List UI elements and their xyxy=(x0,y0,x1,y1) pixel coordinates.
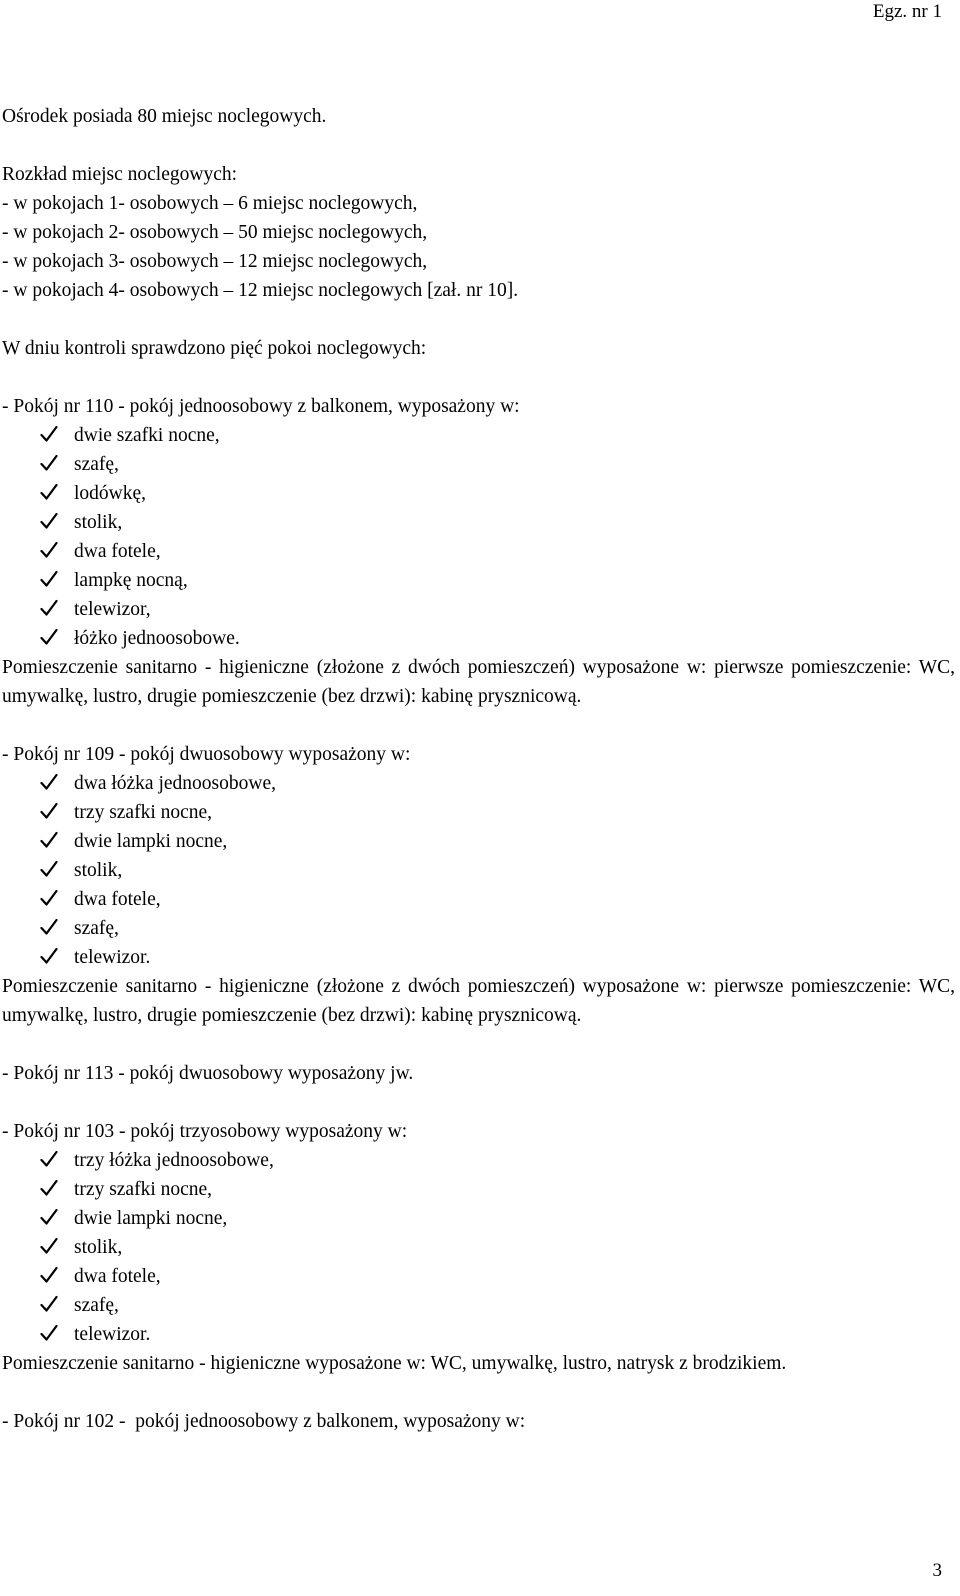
list-item: dwie lampki nocne, xyxy=(2,827,955,856)
room-heading: - Pokój nr 113 - pokój dwuosobowy wyposażony jw. xyxy=(2,1063,414,1084)
checkmark-icon xyxy=(40,1295,58,1313)
sanitary-paragraph: Pomieszczenie sanitarno - higieniczne (złożone z dwóch pomieszczeń) wyposażone w: pierwsze pomieszczenie: WC, umywalkę, lustro, drugie pomieszczenie (bez drzwi): kabinę prysznicową. xyxy=(2,657,955,707)
checkmark-icon xyxy=(40,1208,58,1226)
list-item: trzy szafki nocne, xyxy=(2,1175,955,1204)
document-body xyxy=(2,102,955,1436)
checkmark-icon xyxy=(40,1150,58,1168)
distribution-line: - w pokojach 3- osobowych – 12 miejsc noclegowych, xyxy=(2,251,428,272)
checkmark-icon xyxy=(40,570,58,588)
distribution-line: - w pokojach 4- osobowych – 12 miejsc noclegowych [zał. nr 10]. xyxy=(2,280,519,301)
distribution-line: - w pokojach 1- osobowych – 6 miejsc noclegowych, xyxy=(2,193,418,214)
list-item: dwa fotele, xyxy=(2,537,955,566)
room-heading: - Pokój nr 102 - pokój jednoosobowy z balkonem, wyposażony w: xyxy=(2,1411,526,1432)
checkmark-icon xyxy=(40,802,58,820)
page-number: 3 xyxy=(932,1560,942,1581)
list-item: dwie lampki nocne, xyxy=(2,1204,955,1233)
list-item: telewizor, xyxy=(2,595,955,624)
list-item: lampkę nocną, xyxy=(2,566,955,595)
checkmark-icon xyxy=(40,1237,58,1255)
checkmark-icon xyxy=(40,860,58,878)
checkmark-icon xyxy=(40,599,58,617)
checkmark-icon xyxy=(40,1324,58,1342)
checkmark-icon xyxy=(40,454,58,472)
list-item: stolik, xyxy=(2,1233,955,1262)
sanitary-paragraph: Pomieszczenie sanitarno - higieniczne (złożone z dwóch pomieszczeń) wyposażone w: pierwsze pomieszczenie: WC, umywalkę, lustro, drugie pomieszczenie (bez drzwi): kabinę prysznicową. xyxy=(2,976,955,1026)
list-item: łóżko jednoosobowe. xyxy=(2,624,955,653)
list-item: dwie szafki nocne, xyxy=(2,421,955,450)
room-heading: - Pokój nr 109 - pokój dwuosobowy wyposażony w: xyxy=(2,744,411,765)
list-item: dwa fotele, xyxy=(2,885,955,914)
list-item: telewizor. xyxy=(2,1320,955,1349)
checkmark-icon xyxy=(40,512,58,530)
equipment-list xyxy=(2,1146,955,1349)
distribution-line: - w pokojach 2- osobowych – 50 miejsc noclegowych, xyxy=(2,222,428,243)
list-item: szafę, xyxy=(2,1291,955,1320)
list-item: telewizor. xyxy=(2,943,955,972)
checkmark-icon xyxy=(40,425,58,443)
list-item: lodówkę, xyxy=(2,479,955,508)
list-item: trzy łóżka jednoosobowe, xyxy=(2,1146,955,1175)
list-item: dwa łóżka jednoosobowe, xyxy=(2,769,955,798)
inspection-paragraph: W dniu kontroli sprawdzono pięć pokoi noclegowych: xyxy=(2,338,427,359)
list-item: dwa fotele, xyxy=(2,1262,955,1291)
equipment-list xyxy=(2,421,955,653)
checkmark-icon xyxy=(40,918,58,936)
list-item: stolik, xyxy=(2,856,955,885)
checkmark-icon xyxy=(40,947,58,965)
sanitary-paragraph: Pomieszczenie sanitarno - higieniczne wyposażone w: WC, umywalkę, lustro, natrysk z brodzikiem. xyxy=(2,1353,787,1374)
room-heading: - Pokój nr 103 - pokój trzyosobowy wyposażony w: xyxy=(2,1121,408,1142)
list-item: stolik, xyxy=(2,508,955,537)
list-item: trzy szafki nocne, xyxy=(2,798,955,827)
checkmark-icon xyxy=(40,628,58,646)
checkmark-icon xyxy=(40,889,58,907)
list-item: szafę, xyxy=(2,914,955,943)
intro-paragraph: Ośrodek posiada 80 miejsc noclegowych. xyxy=(2,106,327,127)
checkmark-icon xyxy=(40,773,58,791)
checkmark-icon xyxy=(40,1266,58,1284)
checkmark-icon xyxy=(40,483,58,501)
checkmark-icon xyxy=(40,541,58,559)
list-item: szafę, xyxy=(2,450,955,479)
distribution-title: Rozkład miejsc noclegowych: xyxy=(2,164,238,185)
equipment-list xyxy=(2,769,955,972)
checkmark-icon xyxy=(40,831,58,849)
copy-number-label: Egz. nr 1 xyxy=(872,1,942,22)
checkmark-icon xyxy=(40,1179,58,1197)
room-heading: - Pokój nr 110 - pokój jednoosobowy z balkonem, wyposażony w: xyxy=(2,396,520,417)
